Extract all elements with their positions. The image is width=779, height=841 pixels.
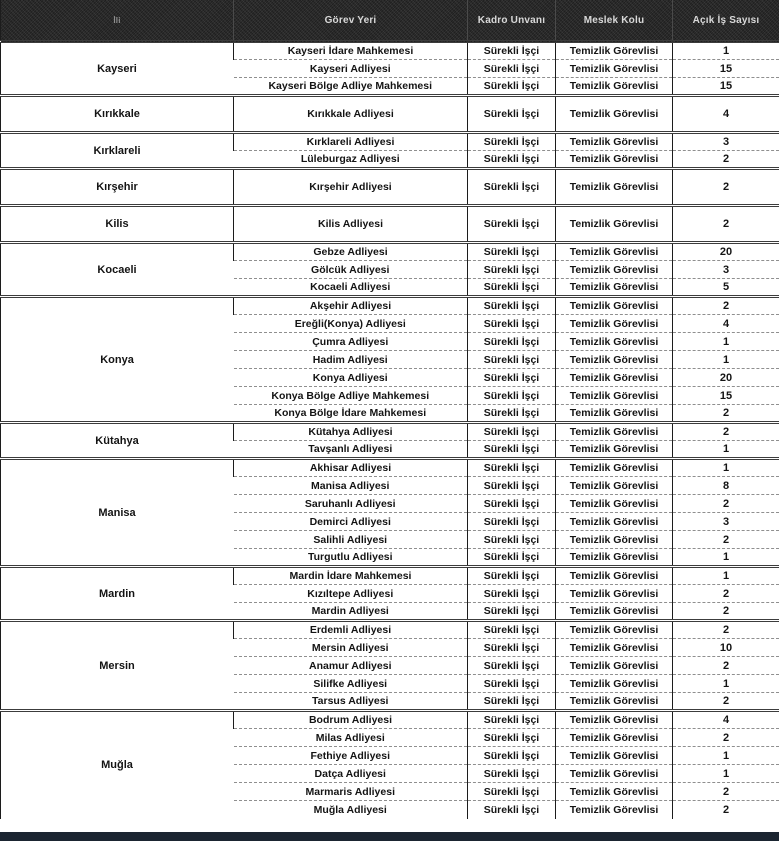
cell-kadro-unvani: Sürekli İşçi: [468, 549, 556, 567]
table-row: [1, 711, 779, 729]
cell-kadro-unvani: Sürekli İşçi: [468, 78, 556, 96]
cell-acik-is-sayisi: 1: [673, 675, 779, 693]
cell-gorev-yeri: Kırşehir Adliyesi: [234, 169, 468, 206]
cell-meslek-kolu: Temizlik Görevlisi: [556, 243, 673, 261]
cell-acik-is-sayisi: 2: [673, 585, 779, 603]
cell-meslek-kolu: Temizlik Görevlisi: [556, 729, 673, 747]
cell-kadro-unvani: Sürekli İşçi: [468, 477, 556, 495]
cell-kadro-unvani: Sürekli İşçi: [468, 351, 556, 369]
cell-kadro-unvani: Sürekli İşçi: [468, 657, 556, 675]
cell-meslek-kolu: Temizlik Görevlisi: [556, 297, 673, 315]
cell-kadro-unvani: Sürekli İşçi: [468, 639, 556, 657]
cell-acik-is-sayisi: 3: [673, 261, 779, 279]
cell-meslek-kolu: Temizlik Görevlisi: [556, 333, 673, 351]
cell-acik-is-sayisi: 20: [673, 243, 779, 261]
cell-gorev-yeri: Manisa Adliyesi: [234, 477, 468, 495]
cell-meslek-kolu: Temizlik Görevlisi: [556, 78, 673, 96]
cell-acik-is-sayisi: 1: [673, 333, 779, 351]
cell-kadro-unvani: Sürekli İşçi: [468, 567, 556, 585]
cell-kadro-unvani: Sürekli İşçi: [468, 459, 556, 477]
cell-acik-is-sayisi: 2: [673, 657, 779, 675]
cell-meslek-kolu: Temizlik Görevlisi: [556, 405, 673, 423]
column-header-meslek-kolu: Meslek Kolu: [556, 0, 673, 42]
cell-kadro-unvani: Sürekli İşçi: [468, 801, 556, 819]
cell-province: Kütahya: [1, 423, 234, 459]
cell-acik-is-sayisi: 20: [673, 369, 779, 387]
cell-gorev-yeri: Fethiye Adliyesi: [234, 747, 468, 765]
cell-gorev-yeri: Turgutlu Adliyesi: [234, 549, 468, 567]
cell-gorev-yeri: Milas Adliyesi: [234, 729, 468, 747]
cell-acik-is-sayisi: 2: [673, 297, 779, 315]
cell-meslek-kolu: Temizlik Görevlisi: [556, 711, 673, 729]
cell-acik-is-sayisi: 1: [673, 747, 779, 765]
cell-gorev-yeri: Mersin Adliyesi: [234, 639, 468, 657]
cell-meslek-kolu: Temizlik Görevlisi: [556, 603, 673, 621]
header-row: [1, 0, 779, 42]
table-row: [1, 243, 779, 261]
cell-meslek-kolu: Temizlik Görevlisi: [556, 60, 673, 78]
cell-acik-is-sayisi: 2: [673, 729, 779, 747]
cell-kadro-unvani: Sürekli İşçi: [468, 60, 556, 78]
cell-gorev-yeri: Gebze Adliyesi: [234, 243, 468, 261]
cell-meslek-kolu: Temizlik Görevlisi: [556, 801, 673, 819]
cell-gorev-yeri: Anamur Adliyesi: [234, 657, 468, 675]
cell-meslek-kolu: Temizlik Görevlisi: [556, 549, 673, 567]
cell-province: Kırklareli: [1, 133, 234, 169]
cell-gorev-yeri: Kayseri Bölge Adliye Mahkemesi: [234, 78, 468, 96]
cell-acik-is-sayisi: 1: [673, 42, 779, 60]
cell-gorev-yeri: Akşehir Adliyesi: [234, 297, 468, 315]
cell-kadro-unvani: Sürekli İşçi: [468, 711, 556, 729]
cell-kadro-unvani: Sürekli İşçi: [468, 315, 556, 333]
cell-gorev-yeri: Tavşanlı Adliyesi: [234, 441, 468, 459]
cell-gorev-yeri: Silifke Adliyesi: [234, 675, 468, 693]
cell-acik-is-sayisi: 4: [673, 315, 779, 333]
table-row: [1, 423, 779, 441]
cell-kadro-unvani: Sürekli İşçi: [468, 531, 556, 549]
cell-acik-is-sayisi: 2: [673, 603, 779, 621]
cell-acik-is-sayisi: 1: [673, 765, 779, 783]
cell-meslek-kolu: Temizlik Görevlisi: [556, 459, 673, 477]
cell-acik-is-sayisi: 2: [673, 495, 779, 513]
table-row: [1, 133, 779, 151]
table-row: [1, 169, 779, 206]
cell-gorev-yeri: Kızıltepe Adliyesi: [234, 585, 468, 603]
cell-meslek-kolu: Temizlik Görevlisi: [556, 495, 673, 513]
column-header-province: İli: [1, 0, 234, 42]
cell-gorev-yeri: Kayseri Adliyesi: [234, 60, 468, 78]
cell-meslek-kolu: Temizlik Görevlisi: [556, 747, 673, 765]
cell-province: Mersin: [1, 621, 234, 711]
table-body: [1, 42, 779, 819]
cell-kadro-unvani: Sürekli İşçi: [468, 621, 556, 639]
cell-acik-is-sayisi: 5: [673, 279, 779, 297]
cell-kadro-unvani: Sürekli İşçi: [468, 96, 556, 133]
table-row: [1, 206, 779, 243]
cell-kadro-unvani: Sürekli İşçi: [468, 369, 556, 387]
cell-kadro-unvani: Sürekli İşçi: [468, 243, 556, 261]
table-row: [1, 42, 779, 60]
cell-meslek-kolu: Temizlik Görevlisi: [556, 315, 673, 333]
cell-acik-is-sayisi: 3: [673, 513, 779, 531]
cell-province: Konya: [1, 297, 234, 423]
cell-kadro-unvani: Sürekli İşçi: [468, 333, 556, 351]
cell-province: Manisa: [1, 459, 234, 567]
cell-kadro-unvani: Sürekli İşçi: [468, 729, 556, 747]
cell-gorev-yeri: Mardin İdare Mahkemesi: [234, 567, 468, 585]
cell-province: Kilis: [1, 206, 234, 243]
cell-meslek-kolu: Temizlik Görevlisi: [556, 351, 673, 369]
cell-gorev-yeri: Demirci Adliyesi: [234, 513, 468, 531]
cell-gorev-yeri: Kırklareli Adliyesi: [234, 133, 468, 151]
cell-gorev-yeri: Salihli Adliyesi: [234, 531, 468, 549]
column-header-kadro-unvani: Kadro Unvanı: [468, 0, 556, 42]
cell-acik-is-sayisi: 2: [673, 151, 779, 169]
table-row: [1, 297, 779, 315]
cell-gorev-yeri: Tarsus Adliyesi: [234, 693, 468, 711]
cell-meslek-kolu: Temizlik Görevlisi: [556, 261, 673, 279]
cell-meslek-kolu: Temizlik Görevlisi: [556, 206, 673, 243]
cell-gorev-yeri: Konya Bölge Adliye Mahkemesi: [234, 387, 468, 405]
cell-acik-is-sayisi: 2: [673, 206, 779, 243]
cell-acik-is-sayisi: 15: [673, 78, 779, 96]
cell-acik-is-sayisi: 2: [673, 801, 779, 819]
cell-kadro-unvani: Sürekli İşçi: [468, 261, 556, 279]
cell-gorev-yeri: Konya Bölge İdare Mahkemesi: [234, 405, 468, 423]
cell-kadro-unvani: Sürekli İşçi: [468, 495, 556, 513]
cell-meslek-kolu: Temizlik Görevlisi: [556, 279, 673, 297]
cell-gorev-yeri: Kilis Adliyesi: [234, 206, 468, 243]
cell-gorev-yeri: Bodrum Adliyesi: [234, 711, 468, 729]
cell-kadro-unvani: Sürekli İşçi: [468, 206, 556, 243]
cell-gorev-yeri: Ereğli(Konya) Adliyesi: [234, 315, 468, 333]
cell-acik-is-sayisi: 2: [673, 621, 779, 639]
bottom-dark-bar: [0, 832, 779, 841]
cell-kadro-unvani: Sürekli İşçi: [468, 603, 556, 621]
column-header-acik-is-sayisi: Açık İş Sayısı: [673, 0, 779, 42]
cell-kadro-unvani: Sürekli İşçi: [468, 693, 556, 711]
cell-kadro-unvani: Sürekli İşçi: [468, 169, 556, 206]
cell-kadro-unvani: Sürekli İşçi: [468, 133, 556, 151]
cell-meslek-kolu: Temizlik Görevlisi: [556, 675, 673, 693]
cell-province: Kırşehir: [1, 169, 234, 206]
cell-meslek-kolu: Temizlik Görevlisi: [556, 441, 673, 459]
cell-acik-is-sayisi: 4: [673, 96, 779, 133]
cell-acik-is-sayisi: 2: [673, 693, 779, 711]
cell-meslek-kolu: Temizlik Görevlisi: [556, 513, 673, 531]
cell-gorev-yeri: Kocaeli Adliyesi: [234, 279, 468, 297]
cell-acik-is-sayisi: 1: [673, 351, 779, 369]
cell-meslek-kolu: Temizlik Görevlisi: [556, 693, 673, 711]
cell-acik-is-sayisi: 4: [673, 711, 779, 729]
cell-gorev-yeri: Akhisar Adliyesi: [234, 459, 468, 477]
cell-acik-is-sayisi: 2: [673, 169, 779, 206]
cell-kadro-unvani: Sürekli İşçi: [468, 675, 556, 693]
cell-kadro-unvani: Sürekli İşçi: [468, 513, 556, 531]
cell-meslek-kolu: Temizlik Görevlisi: [556, 531, 673, 549]
cell-meslek-kolu: Temizlik Görevlisi: [556, 639, 673, 657]
table-header: [1, 0, 779, 42]
table-row: [1, 621, 779, 639]
cell-acik-is-sayisi: 1: [673, 567, 779, 585]
cell-meslek-kolu: Temizlik Görevlisi: [556, 369, 673, 387]
cell-acik-is-sayisi: 15: [673, 387, 779, 405]
cell-acik-is-sayisi: 1: [673, 459, 779, 477]
cell-acik-is-sayisi: 2: [673, 405, 779, 423]
cell-meslek-kolu: Temizlik Görevlisi: [556, 96, 673, 133]
cell-meslek-kolu: Temizlik Görevlisi: [556, 477, 673, 495]
cell-gorev-yeri: Kütahya Adliyesi: [234, 423, 468, 441]
cell-gorev-yeri: Datça Adliyesi: [234, 765, 468, 783]
cell-gorev-yeri: Çumra Adliyesi: [234, 333, 468, 351]
cell-kadro-unvani: Sürekli İşçi: [468, 279, 556, 297]
cell-acik-is-sayisi: 1: [673, 549, 779, 567]
cell-meslek-kolu: Temizlik Görevlisi: [556, 387, 673, 405]
cell-kadro-unvani: Sürekli İşçi: [468, 441, 556, 459]
cell-kadro-unvani: Sürekli İşçi: [468, 387, 556, 405]
cell-meslek-kolu: Temizlik Görevlisi: [556, 585, 673, 603]
cell-province: Muğla: [1, 711, 234, 819]
cell-meslek-kolu: Temizlik Görevlisi: [556, 151, 673, 169]
cell-acik-is-sayisi: 15: [673, 60, 779, 78]
cell-acik-is-sayisi: 3: [673, 133, 779, 151]
table-row: [1, 567, 779, 585]
cell-gorev-yeri: Saruhanlı Adliyesi: [234, 495, 468, 513]
cell-meslek-kolu: Temizlik Görevlisi: [556, 423, 673, 441]
cell-province: Kocaeli: [1, 243, 234, 297]
cell-gorev-yeri: Lüleburgaz Adliyesi: [234, 151, 468, 169]
cell-gorev-yeri: Muğla Adliyesi: [234, 801, 468, 819]
cell-kadro-unvani: Sürekli İşçi: [468, 783, 556, 801]
cell-acik-is-sayisi: 2: [673, 783, 779, 801]
table-row: [1, 459, 779, 477]
cell-kadro-unvani: Sürekli İşçi: [468, 765, 556, 783]
cell-meslek-kolu: Temizlik Görevlisi: [556, 765, 673, 783]
cell-acik-is-sayisi: 2: [673, 531, 779, 549]
cell-kadro-unvani: Sürekli İşçi: [468, 405, 556, 423]
cell-kadro-unvani: Sürekli İşçi: [468, 585, 556, 603]
cell-meslek-kolu: Temizlik Görevlisi: [556, 567, 673, 585]
cell-gorev-yeri: Kayseri İdare Mahkemesi: [234, 42, 468, 60]
table-row: [1, 96, 779, 133]
cell-kadro-unvani: Sürekli İşçi: [468, 423, 556, 441]
cell-province: Kayseri: [1, 42, 234, 96]
cell-meslek-kolu: Temizlik Görevlisi: [556, 133, 673, 151]
cell-acik-is-sayisi: 1: [673, 441, 779, 459]
cell-meslek-kolu: Temizlik Görevlisi: [556, 42, 673, 60]
cell-gorev-yeri: Mardin Adliyesi: [234, 603, 468, 621]
cell-gorev-yeri: Hadim Adliyesi: [234, 351, 468, 369]
cell-acik-is-sayisi: 10: [673, 639, 779, 657]
cell-meslek-kolu: Temizlik Görevlisi: [556, 169, 673, 206]
cell-meslek-kolu: Temizlik Görevlisi: [556, 783, 673, 801]
cell-province: Kırıkkale: [1, 96, 234, 133]
cell-meslek-kolu: Temizlik Görevlisi: [556, 621, 673, 639]
cell-gorev-yeri: Erdemli Adliyesi: [234, 621, 468, 639]
cell-gorev-yeri: Kırıkkale Adliyesi: [234, 96, 468, 133]
cell-meslek-kolu: Temizlik Görevlisi: [556, 657, 673, 675]
cell-province: Mardin: [1, 567, 234, 621]
cell-kadro-unvani: Sürekli İşçi: [468, 297, 556, 315]
cell-kadro-unvani: Sürekli İşçi: [468, 747, 556, 765]
cell-gorev-yeri: Marmaris Adliyesi: [234, 783, 468, 801]
column-header-gorev-yeri: Görev Yeri: [234, 0, 468, 42]
cell-kadro-unvani: Sürekli İşçi: [468, 42, 556, 60]
cell-kadro-unvani: Sürekli İşçi: [468, 151, 556, 169]
cell-gorev-yeri: Gölcük Adliyesi: [234, 261, 468, 279]
cell-acik-is-sayisi: 8: [673, 477, 779, 495]
cell-acik-is-sayisi: 2: [673, 423, 779, 441]
cell-gorev-yeri: Konya Adliyesi: [234, 369, 468, 387]
